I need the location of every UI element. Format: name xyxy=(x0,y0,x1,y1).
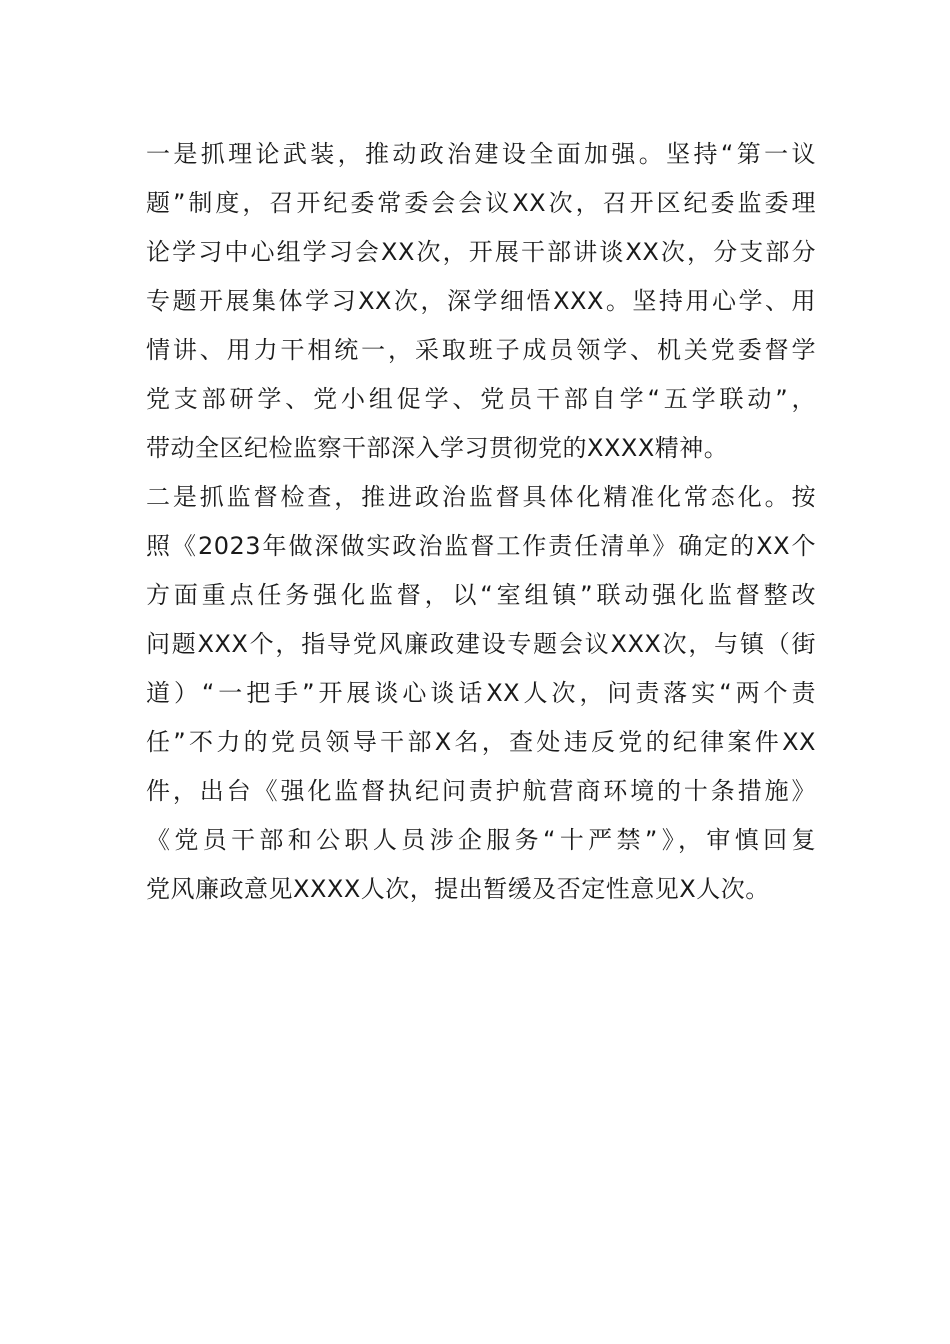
text-line: 件，出台《强化监督执纪问责护航营商环境的十条措施》 xyxy=(146,777,816,805)
text-line: 问题XXX个，指导党风廉政建设专题会议XXX次，与镇（街 xyxy=(146,630,816,658)
text-line: 专题开展集体学习XX次，深学细悟XXX。坚持用心学、用 xyxy=(146,287,816,315)
text-line: 二是抓监督检查，推进政治监督具体化精准化常态化。按 xyxy=(146,483,816,511)
text-line: 任”不力的党员领导干部X名，查处违反党的纪律案件XX xyxy=(146,728,816,756)
text-line: 《党员干部和公职人员涉企服务“十严禁”》，审慎回复 xyxy=(146,826,816,854)
text-line: 情讲、用力干相统一，采取班子成员领学、机关党委督学 xyxy=(146,336,816,364)
text-line: 一是抓理论武装，推动政治建设全面加强。坚持“第一议 xyxy=(146,140,816,168)
paragraph-supervision xyxy=(146,473,816,914)
text-line: 党支部研学、党小组促学、党员干部自学“五学联动”， xyxy=(146,385,816,413)
document-body xyxy=(146,130,816,914)
paragraph-theory-study xyxy=(146,130,816,473)
text-line: 党风廉政意见XXXX人次，提出暂缓及否定性意见X人次。 xyxy=(146,875,770,903)
text-line: 照《2023年做深做实政治监督工作责任清单》确定的XX个 xyxy=(146,532,816,560)
text-line: 题”制度，召开纪委常委会会议XX次，召开区纪委监委理 xyxy=(146,189,816,217)
text-line: 道）“一把手”开展谈心谈话XX人次，问责落实“两个责 xyxy=(146,679,816,707)
text-line: 论学习中心组学习会XX次，开展干部讲谈XX次，分支部分 xyxy=(146,238,816,266)
text-line: 方面重点任务强化监督，以“室组镇”联动强化监督整改 xyxy=(146,581,816,609)
text-line: 带动全区纪检监察干部深入学习贯彻党的XXXX精神。 xyxy=(146,434,729,462)
